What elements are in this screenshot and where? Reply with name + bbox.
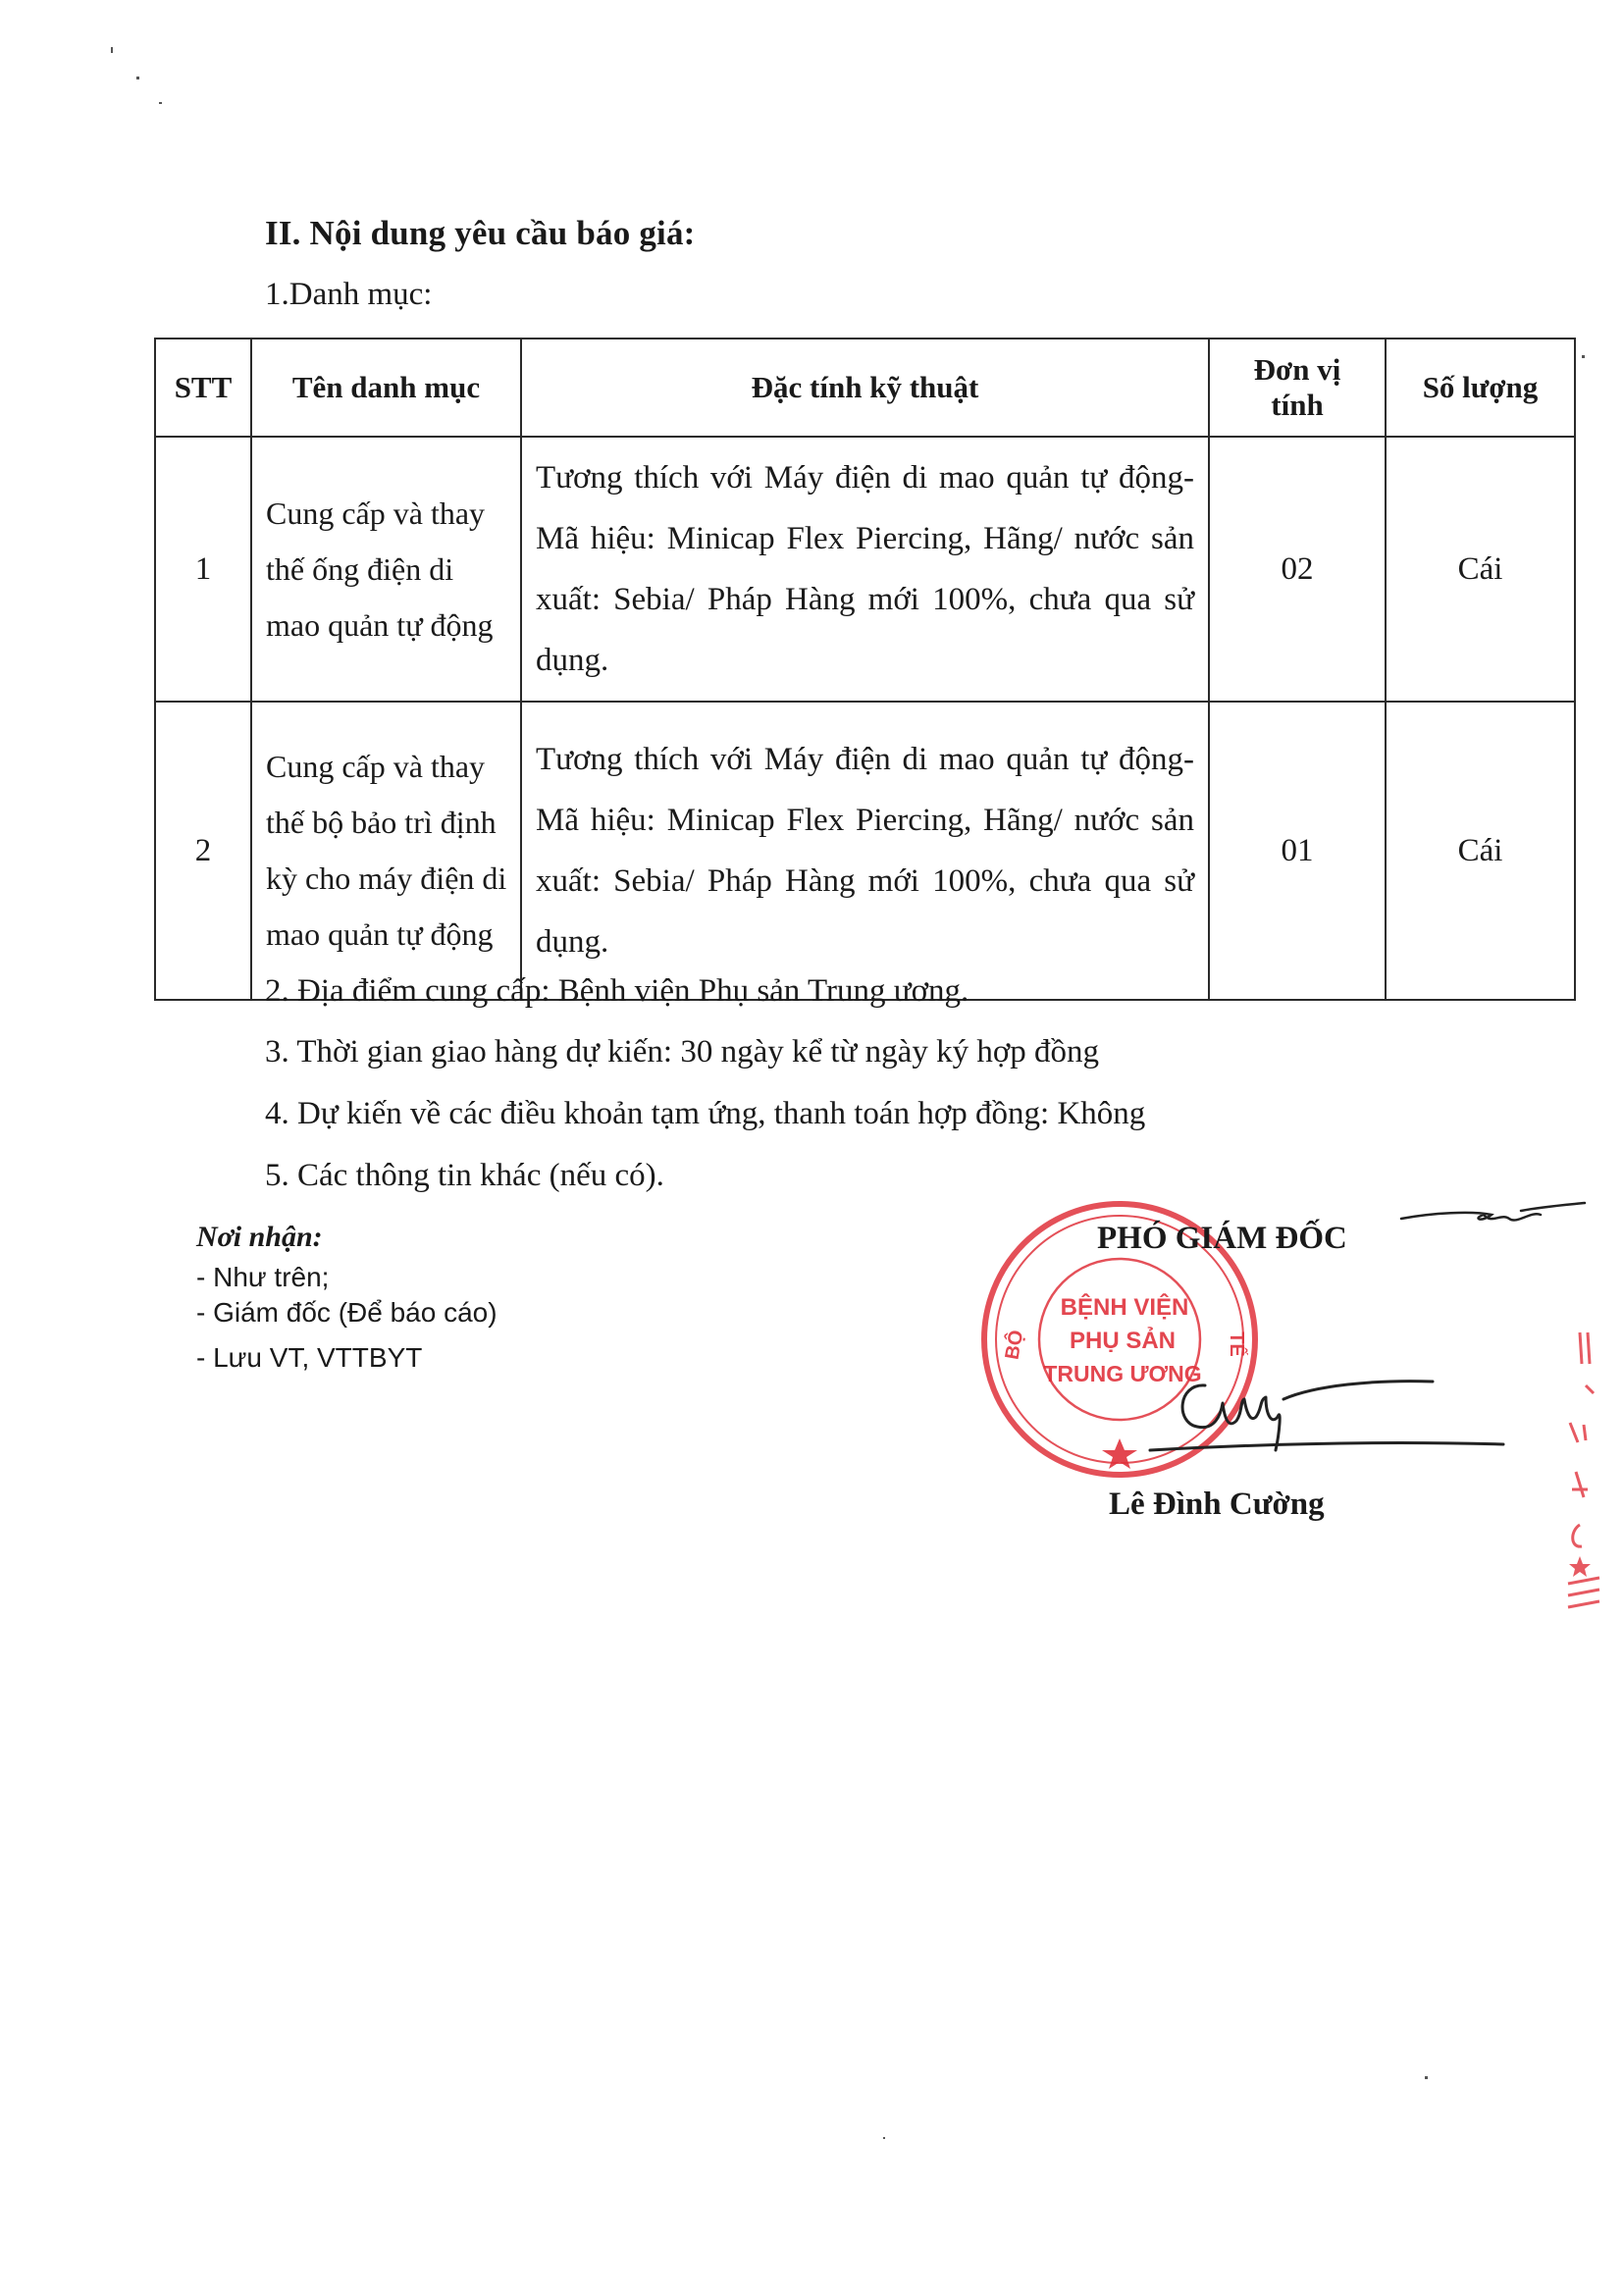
- seal-line-3: TRUNG ƯƠNG: [1043, 1361, 1202, 1386]
- header-spec: Đặc tính kỹ thuật: [521, 339, 1209, 437]
- section-heading: II. Nội dung yêu cầu báo giá:: [265, 214, 696, 252]
- seal-line-2: PHỤ SẢN: [1069, 1328, 1177, 1354]
- seal-left-text: BỘ: [1001, 1329, 1028, 1362]
- subsection-title: 1.Danh mục:: [265, 277, 433, 312]
- cell-name: Cung cấp và thay thế ống điện di mao quản tự động: [251, 437, 521, 702]
- cell-spec: Tương thích với Máy điện di mao quản tự động- Mã hiệu: Minicap Flex Piercing, Hãng/ nước sản xuất: Sebia/ Pháp Hàng mới 100%, chưa qua sử dụng.: [521, 702, 1209, 1000]
- seal-right-text: TẾ: [1226, 1331, 1247, 1357]
- header-stt: STT: [155, 339, 251, 437]
- cell-spec: Tương thích với Máy điện di mao quản tự động- Mã hiệu: Minicap Flex Piercing, Hãng/ nước sản xuất: Sebia/ Pháp Hàng mới 100%, chưa qua sử dụng.: [521, 437, 1209, 702]
- signer-title: PHÓ GIÁM ĐỐC: [1097, 1221, 1347, 1256]
- recipients-title: Nơi nhận:: [196, 1221, 323, 1253]
- seal-line-1: BỆNH VIỆN: [1060, 1294, 1189, 1321]
- payment-terms: 4. Dự kiến về các điều khoản tạm ứng, thanh toán hợp đồng: Không: [265, 1096, 1146, 1131]
- recipient-item: - Lưu VT, VTTBYT: [196, 1342, 423, 1373]
- handwritten-signature: [1138, 1325, 1511, 1472]
- cell-name: Cung cấp và thay thế bộ bảo trì định kỳ cho máy điện di mao quản tự động: [251, 702, 521, 1000]
- catalog-table: [154, 338, 1576, 1001]
- header-qty: Số lượng: [1386, 339, 1575, 437]
- cell-stt: 2: [155, 702, 251, 1000]
- table-header-row: [155, 339, 1575, 437]
- delivery-location: 2. Địa điểm cung cấp: Bệnh viện Phụ sản Trung ương.: [265, 973, 969, 1009]
- header-name: Tên danh mục: [251, 339, 521, 437]
- cell-stt: 1: [155, 437, 251, 702]
- initials-mark: [1393, 1189, 1590, 1238]
- recipient-item: - Như trên;: [196, 1262, 330, 1292]
- cell-qty: Cái: [1386, 437, 1575, 702]
- table-row: [155, 702, 1575, 1000]
- header-unit: Đơn vị tính: [1209, 339, 1386, 437]
- edge-stamp-marks: [1560, 1325, 1609, 1619]
- signer-name: Lê Đình Cường: [1109, 1487, 1325, 1522]
- recipient-item: - Giám đốc (Để báo cáo): [196, 1297, 497, 1328]
- other-info: 5. Các thông tin khác (nếu có).: [265, 1158, 664, 1193]
- table-row: [155, 437, 1575, 702]
- cell-unit: 02: [1209, 437, 1386, 702]
- cell-qty: Cái: [1386, 702, 1575, 1000]
- cell-unit: 01: [1209, 702, 1386, 1000]
- delivery-time: 3. Thời gian giao hàng dự kiến: 30 ngày kể từ ngày ký hợp đồng: [265, 1034, 1100, 1070]
